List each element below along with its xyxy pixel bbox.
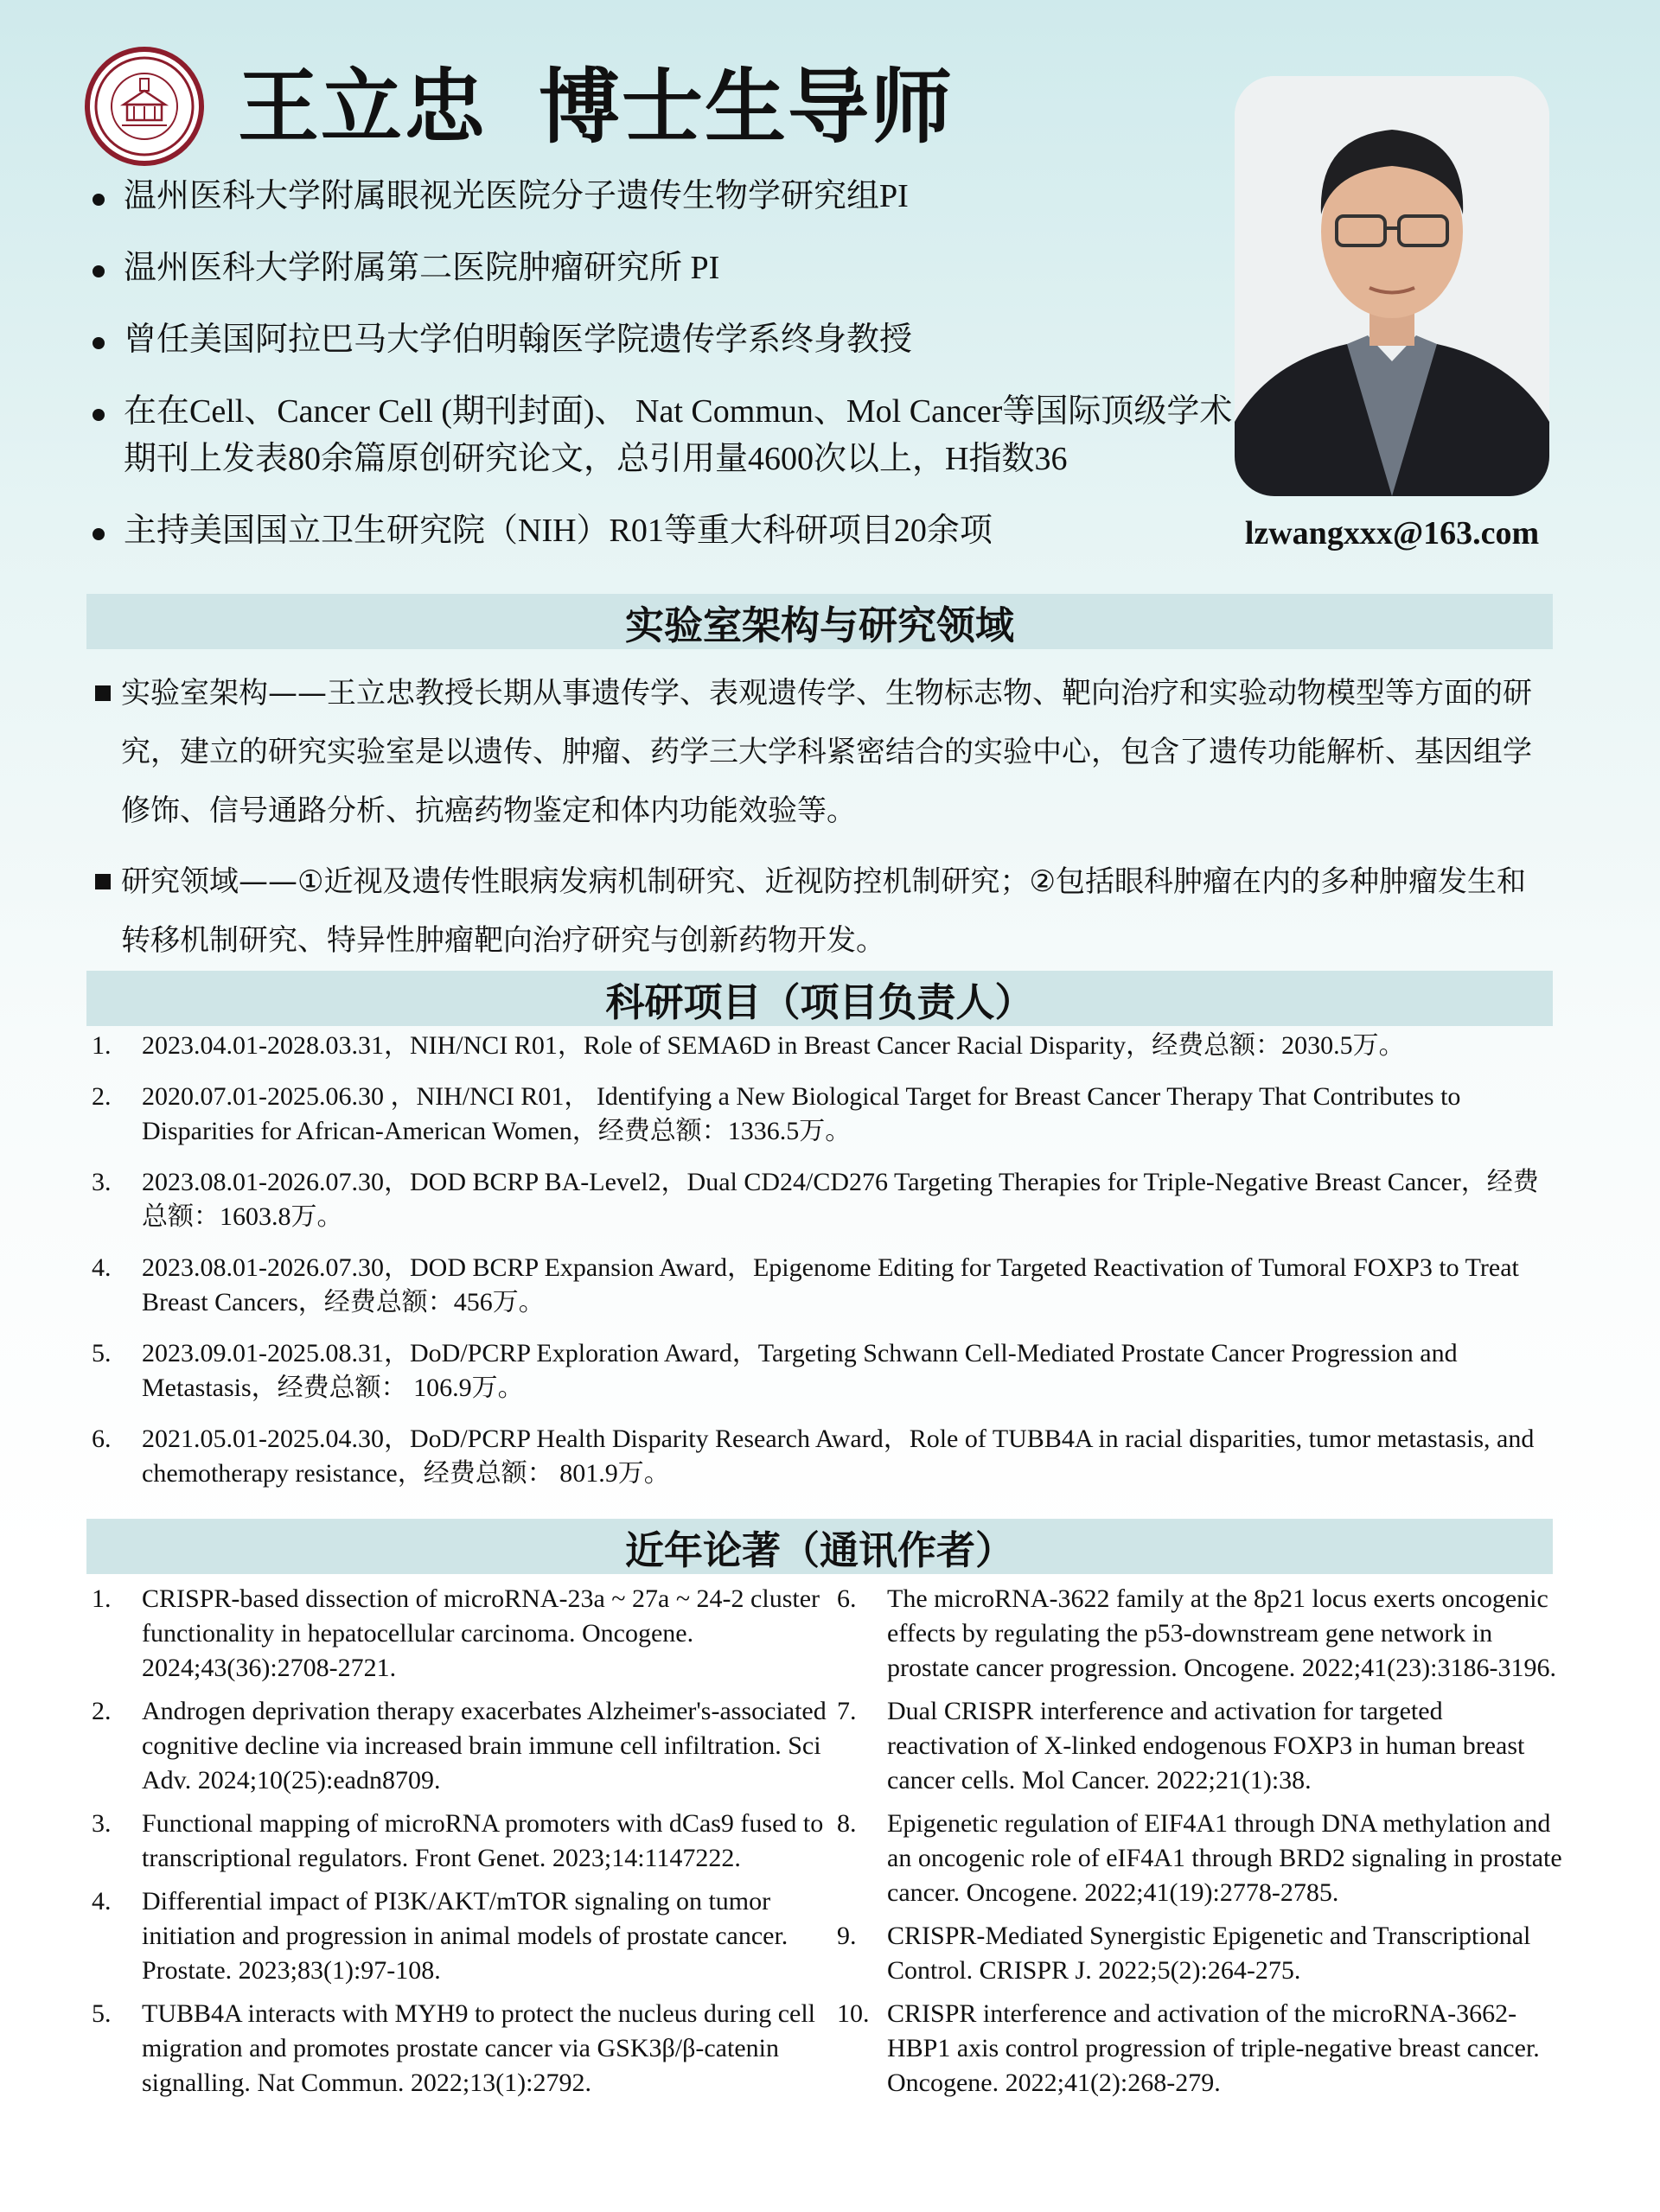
project-item: 1. 2023.04.01-2028.03.31，NIH/NCI R01，Role of SEMA6D in Breast Cancer Racial Disparity，经费总额：2030.5万。	[92, 1031, 1405, 1060]
papers-column-right	[837, 1582, 1563, 2109]
project-item: 3. 2023.08.01-2026.07.30，DOD BCRP BA-Level2，Dual CD24/CD276 Targeting Therapies for Triple-Negative Breast Cancer，经费总额：1603.8万。	[92, 1168, 1539, 1231]
paper-item: 3. Functional mapping of microRNA promoters with dCas9 fused to transcriptional regulators. Front Genet. 2023;14:1147222.	[92, 1809, 824, 1872]
section-title: 实验室架构与研究领域	[624, 602, 1014, 648]
portrait-photo	[1235, 76, 1549, 496]
square-bullet-icon	[95, 685, 111, 701]
bullet-icon	[93, 409, 105, 421]
bio-list	[91, 173, 1241, 579]
lab-item: 实验室架构——王立忠教授长期从事遗传学、表观遗传学、生物标志物、靶向治疗和实验动物模型等方面的研究，建立的研究实验室是以遗传、肿瘤、药学三大学科紧密结合的实验中心，包含了遗传功能解析、基因组学修饰、信号通路分析、抗癌药物鉴定和体内功能效验等。	[92, 664, 1553, 840]
bullet-icon	[93, 337, 105, 349]
person-portrait-icon	[1235, 76, 1549, 496]
projects-list	[92, 1029, 1561, 1508]
section-title: 科研项目（项目负责人）	[605, 979, 1034, 1025]
doctor-name: 王立忠	[238, 61, 488, 155]
contact-email: lzwangxxx@163.com	[1244, 515, 1540, 551]
bio-item: 温州医科大学附属第二医院肿瘤研究所 PI	[91, 245, 1241, 292]
project-item: 6. 2021.05.01-2025.04.30，DoD/PCRP Health Disparity Research Award，Role of TUBB4A in racial disparities, tumor metastasis, and chemotherapy resistance，经费总额： 801.9万。	[92, 1425, 1535, 1488]
paper-item: 10. CRISPR interference and activation of the microRNA-3662-HBP1 axis control progression of triple-negative breast cancer. Oncogene. 2022;41(2):268-279.	[837, 1999, 1540, 2097]
bullet-icon	[93, 265, 105, 277]
paper-item: 4. Differential impact of PI3K/AKT/mTOR signaling on tumor initiation and progression in animal models of prostate cancer. Prostate. 2023;83(1):97-108.	[92, 1887, 788, 1985]
paper-item: 9. CRISPR-Mediated Synergistic Epigenetic and Transcriptional Control. CRISPR J. 2022;5(2):264-275.	[837, 1922, 1531, 1985]
bio-item: 在在Cell、Cancer Cell (期刊封面)、 Nat Commun、Mol Cancer等国际顶级学术期刊上发表80余篇原创研究论文，总引用量4600次以上，H指数36	[91, 388, 1248, 483]
bio-item: 主持美国国立卫生研究院（NIH）R01等重大科研项目20余项	[91, 507, 1241, 555]
project-item: 2. 2020.07.01-2025.06.30 ，NIH/NCI R01， Identifying a New Biological Target for Breast Cancer Therapy That Contributes to Disparities for African-American Women，经费总额：1336.5万。	[92, 1082, 1461, 1145]
lab-section	[92, 664, 1553, 982]
section-banner-lab	[86, 594, 1553, 649]
university-seal-icon	[91, 53, 198, 160]
paper-item: 5. TUBB4A interacts with MYH9 to protect the nucleus during cell migration and promotes prostate cancer via GSK3β/β-catenin signalling. Nat Commun. 2022;13(1):2792.	[92, 1999, 816, 2097]
bio-item: 温州医科大学附属眼视光医院分子遗传生物学研究组PI	[91, 173, 1241, 220]
section-banner-papers	[86, 1519, 1553, 1574]
project-item: 4. 2023.08.01-2026.07.30，DOD BCRP Expansion Award，Epigenome Editing for Targeted Reactivation of Tumoral FOXP3 to Treat Breast Cancers，经费总额：456万。	[92, 1253, 1519, 1316]
paper-item: 7. Dual CRISPR interference and activation for targeted reactivation of X-linked endogenous FOXP3 in human breast cancer cells. Mol Cancer. 2022;21(1):38.	[837, 1697, 1525, 1794]
project-item: 5. 2023.09.01-2025.08.31，DoD/PCRP Exploration Award，Targeting Schwann Cell-Mediated Prostate Cancer Progression and Metastasis，经费总额： 106.9万。	[92, 1339, 1458, 1402]
lab-item: 研究领域——①近视及遗传性眼病发病机制研究、近视防控机制研究；②包括眼科肿瘤在内的多种肿瘤发生和转移机制研究、特异性肿瘤靶向治疗研究与创新药物开发。	[92, 852, 1553, 970]
doctor-role: 博士生导师	[539, 61, 954, 155]
paper-item: 2. Androgen deprivation therapy exacerbates Alzheimer's-associated cognitive decline via increased brain immune cell infiltration. Sci Adv. 2024;10(25):eadn8709.	[92, 1697, 827, 1794]
section-banner-projects	[86, 971, 1553, 1026]
paper-item: 1. CRISPR-based dissection of microRNA-23a ~ 27a ~ 24-2 cluster functionality in hepatocellular carcinoma. Oncogene. 2024;43(36):2708-2721.	[92, 1584, 820, 1682]
section-title: 近年论著（通讯作者）	[624, 1527, 1014, 1573]
page-title	[238, 41, 954, 158]
square-bullet-icon	[95, 874, 111, 889]
papers-column-left	[92, 1582, 827, 2109]
bullet-icon	[93, 194, 105, 206]
bullet-icon	[93, 528, 105, 540]
university-logo	[85, 47, 204, 166]
bio-item: 曾任美国阿拉巴马大学伯明翰医学院遗传学系终身教授	[91, 316, 1241, 364]
paper-item: 6. The microRNA-3622 family at the 8p21 locus exerts oncogenic effects by regulating the p53-downstream gene network in prostate cancer progression. Oncogene. 2022;41(23):3186-3196.	[837, 1584, 1556, 1682]
paper-item: 8. Epigenetic regulation of EIF4A1 through DNA methylation and an oncogenic role of eIF4A1 through BRD2 signaling in prostate cancer. Oncogene. 2022;41(19):2778-2785.	[837, 1809, 1562, 1907]
